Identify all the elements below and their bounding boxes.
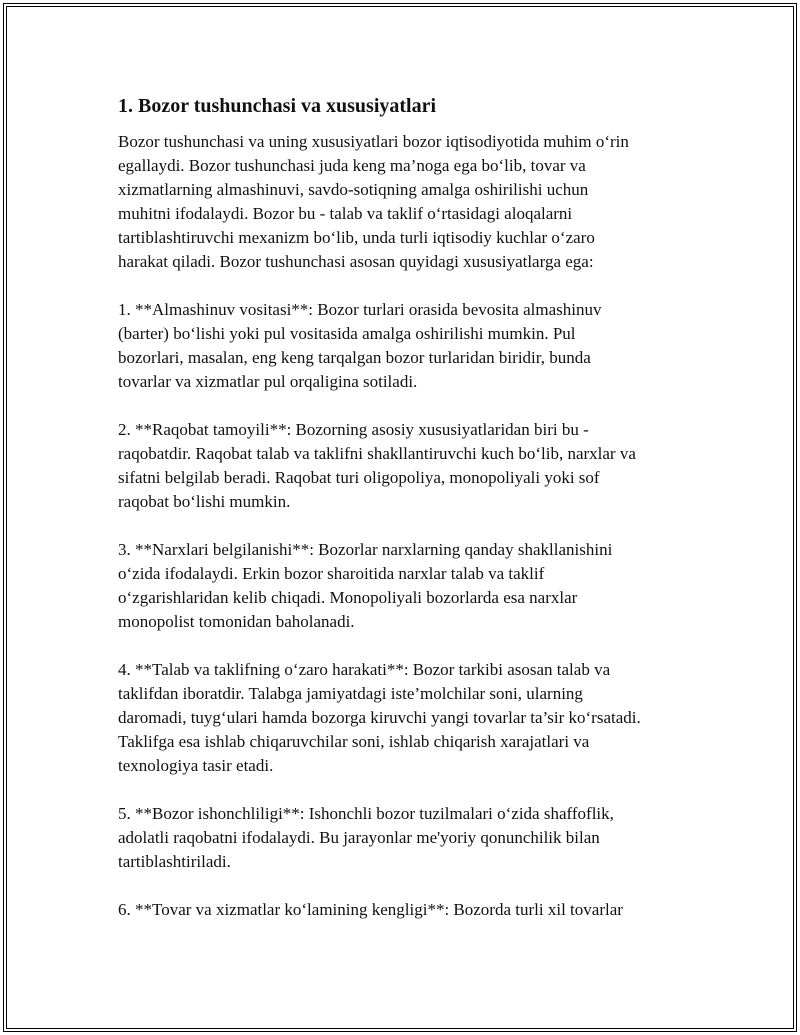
text-line: raqobat bo‘lishi mumkin. xyxy=(118,492,291,511)
document-body xyxy=(118,92,708,946)
text-line: bozorlari, masalan, eng keng tarqalgan bozor turlaridan biridir, bunda xyxy=(118,348,591,367)
text-line: (barter) bo‘lishi yoki pul vositasida amalga oshirilishi mumkin. Pul xyxy=(118,324,576,343)
text-line: tartiblashtiriladi. xyxy=(118,852,231,871)
paragraph xyxy=(118,538,708,634)
text-line: adolatli raqobatni ifodalaydi. Bu jarayonlar me'yoriy qonunchilik bilan xyxy=(118,828,600,847)
text-line: 6. **Tovar va xizmatlar ko‘lamining kengligi**: Bozorda turli xil tovarlar xyxy=(118,900,623,919)
paragraph xyxy=(118,658,708,778)
paragraph xyxy=(118,298,708,394)
text-line: 4. **Talab va taklifning o‘zaro harakati**: Bozor tarkibi asosan talab va xyxy=(118,660,611,679)
text-line: tovarlar va xizmatlar pul orqaligina sotiladi. xyxy=(118,372,418,391)
text-line: muhitni ifodalaydi. Bozor bu - talab va taklif o‘rtasidagi aloqalarni xyxy=(118,204,573,223)
text-line: tartiblashtiruvchi mexanizm bo‘lib, unda turli iqtisodiy kuchlar o‘zaro xyxy=(118,228,595,247)
paragraph-list xyxy=(118,130,708,922)
paragraph xyxy=(118,898,708,922)
text-line: sifatni belgilab beradi. Raqobat turi oligopoliya, monopoliyali yoki sof xyxy=(118,468,600,487)
text-line: 2. **Raqobat tamoyili**: Bozorning asosiy xususiyatlaridan biri bu - xyxy=(118,420,589,439)
paragraph xyxy=(118,130,708,274)
paragraph xyxy=(118,418,708,514)
text-line: texnologiya tasir etadi. xyxy=(118,756,274,775)
text-line: 5. **Bozor ishonchliligi**: Ishonchli bozor tuzilmalari o‘zida shaffoflik, xyxy=(118,804,614,823)
text-line: 3. **Narxlari belgilanishi**: Bozorlar narxlarning qanday shakllanishini xyxy=(118,540,613,559)
text-line: o‘zida ifodalaydi. Erkin bozor sharoitida narxlar talab va taklif xyxy=(118,564,545,583)
text-line: o‘zgarishlaridan kelib chiqadi. Monopoliyali bozorlarda esa narxlar xyxy=(118,588,578,607)
text-line: raqobatdir. Raqobat talab va taklifni shakllantiruvchi kuch bo‘lib, narxlar va xyxy=(118,444,636,463)
text-line: monopolist tomonidan baholanadi. xyxy=(118,612,355,631)
text-line: xizmatlarning almashinuvi, savdo-sotiqning amalga oshirilishi uchun xyxy=(118,180,589,199)
text-line: Bozor tushunchasi va uning xususiyatlari bozor iqtisodiyotida muhim o‘rin xyxy=(118,132,629,151)
text-line: Taklifga esa ishlab chiqaruvchilar soni, ishlab chiqarish xarajatlari va xyxy=(118,732,590,751)
text-line: egallaydi. Bozor tushunchasi juda keng ma’noga ega bo‘lib, tovar va xyxy=(118,156,586,175)
paragraph xyxy=(118,802,708,874)
text-line: 1. **Almashinuv vositasi**: Bozor turlari orasida bevosita almashinuv xyxy=(118,300,602,319)
section-heading: 1. Bozor tushunchasi va xususiyatlari xyxy=(118,95,437,117)
text-line: daromadi, tuyg‘ulari hamda bozorga kiruvchi yangi tovarlar ta’sir ko‘rsatadi. xyxy=(118,708,641,727)
text-line: taklifdan iboratdir. Talabga jamiyatdagi iste’molchilar soni, ularning xyxy=(118,684,583,703)
text-line: harakat qiladi. Bozor tushunchasi asosan quyidagi xususiyatlarga ega: xyxy=(118,252,594,271)
